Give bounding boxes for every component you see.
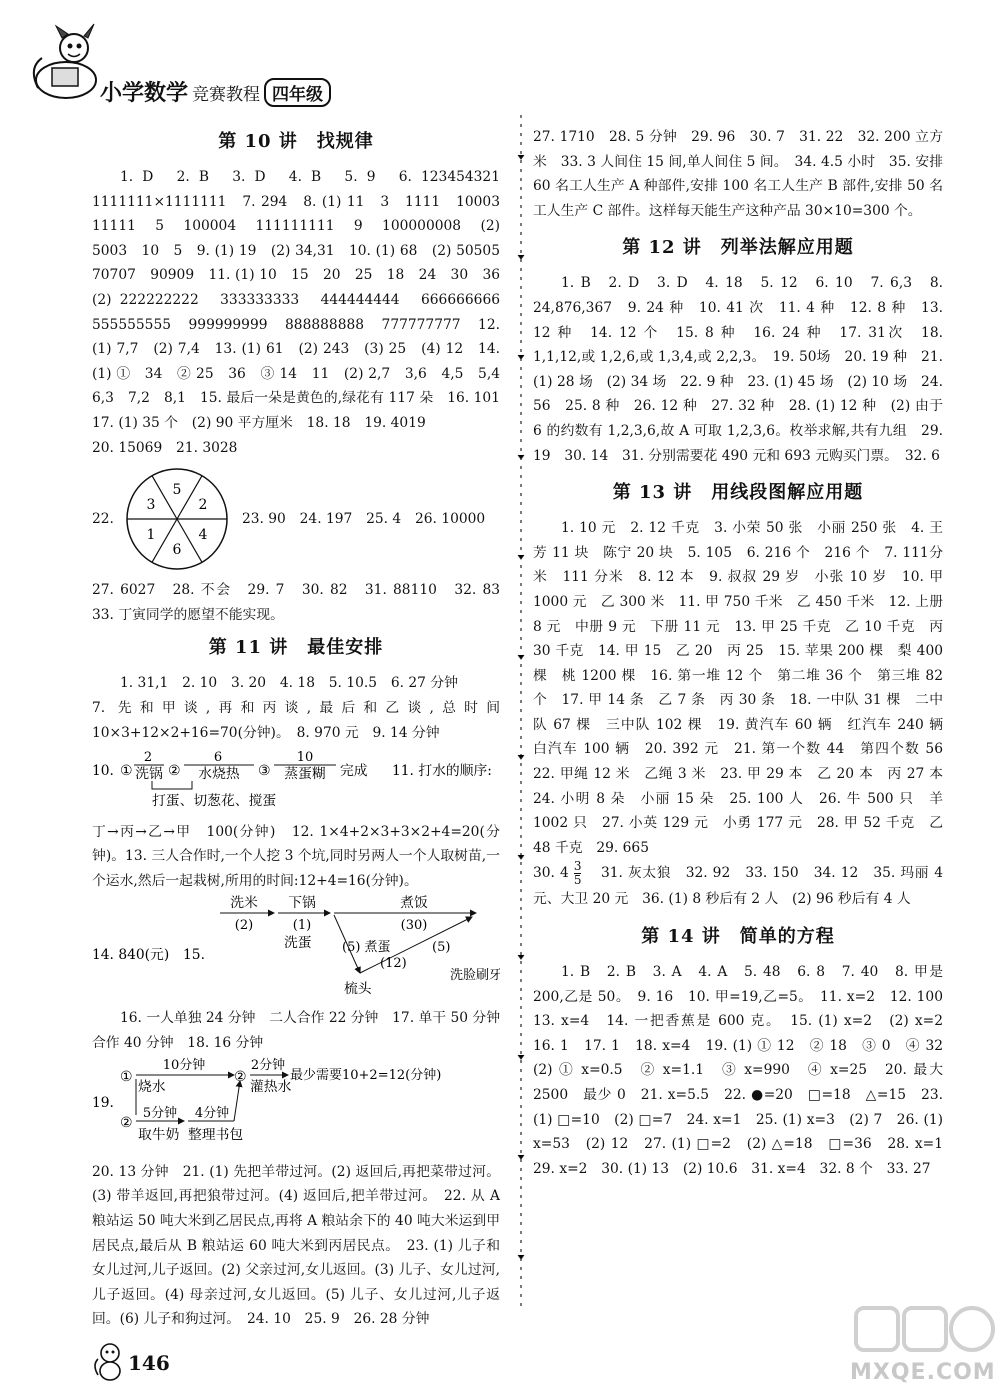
q10-task-1: 洗锅 [135, 766, 163, 783]
watermark-url: MXQE.COM [850, 1360, 996, 1385]
q22-label: 22. [92, 510, 114, 527]
q15-wash-egg: 洗蛋 [284, 935, 312, 952]
page-number: 146 [128, 1351, 170, 1375]
q30-prefix: 30. 4 [533, 865, 569, 882]
q19-pack-bag: 整理书包 [188, 1127, 244, 1144]
q19-label: 19. [92, 1095, 114, 1112]
q15-wash-face-time: (5) [432, 940, 451, 956]
section-10-answers-3: 27. 6027 28. 不会 29. 7 30. 82 31. 88110 32. 83 33. 丁寅同学的愿望不能实现。 [92, 582, 514, 623]
q11-intro: 11. 打水的顺序: [392, 763, 492, 780]
q19-time-bag: 4分钟 [194, 1106, 230, 1122]
q15-comb-hair: 梳头 [344, 981, 372, 998]
wheel-sector-number: 4 [198, 527, 208, 544]
book-header [28, 18, 448, 108]
section-11-answers-3: 丁→丙→乙→甲 100(分钟) 12. 1×4+2×3+3×2+4=20(分钟)。13. 三人合作时,一个人挖 3 个坑,同时另两人一个人取树苗,一个运水,然后一起栽树,所用的时间:12+4=16(分钟)。 [92, 823, 500, 889]
q30-denominator: 5 [573, 873, 582, 888]
section-10-answers: 1. D 2. B 3. D 4. B 5. 9 6. 123454321 1111111×1111111 7. 294 8. (1) 11 3 1111 10003 11111 5 100004 111111111 9 100000008 (2) 5003 10 5 9. (1) 19 (2) 34,31 10. (1) 68 (2) 50505 70707 90909 11. (1) 10 15 20 25 18 24 30 36 (2) 222222222 333333333 444444444 666666666 555555555 999999999 888888888 777777777 12. (1) 7,7 (2) 7,4 13. (1) 61 (2) 243 (3) 25 (4) 12 14. (1) ① 34 ② 25 36 ③ 14 11 (2) 2,7 3,6 4,5 5,4 6,3 7,2 8,1 15. 最后一朵是黄色的,绿花有 117 朵 16. 101 17. (1) 35 个 (2) 90 平方厘米 18. 18 19. 4019 [92, 169, 514, 431]
section-11-answers-5: 20. 13 分钟 21. (1) 先把羊带过河。(2) 返回后,再把菜带过河。(3) 带羊返回,再把狼带过河。(4) 返回后,把羊带过河。 22. 从 A 粮站运 50 吨大米到乙居民点,再将 A 粮站余下的 40 吨大米运到甲居民点,最后从 B 粮站运 60 吨大米到丙居民点。 23. (1) 儿子和女儿过河,儿子返回。(2) 父亲过河,女儿返回。(3) 儿子、女儿过河,儿子返回。(4) 母亲过河,女儿返回。(5) 儿子、女儿过河,儿子返回。(6) 儿子和狗过河。 24. 10 25. 9 26. 28 分钟 [92, 1163, 500, 1328]
q10-step-1: ① [120, 763, 133, 780]
q10-step-3: ③ [258, 763, 271, 780]
column-divider [516, 115, 526, 1310]
q19-boil-water: 烧水 [138, 1079, 166, 1096]
right-column [533, 125, 957, 1181]
q19-time-milk: 5分钟 [142, 1106, 178, 1122]
section-10-answers-2: 20. 15069 21. 3028 [92, 439, 238, 456]
section-11-answers-4: 16. 一人单独 24 分钟 二人合作 22 分钟 17. 单干 50 分钟 合作 40 分钟 18. 16 分钟 [92, 1010, 514, 1051]
wheel-sector-number: 5 [172, 482, 182, 499]
q15-wash-rice: 洗米 [230, 895, 258, 912]
section-11-title: 第 11 讲 最佳安排 [208, 637, 384, 659]
q30-rest: 31. 灰太狼 32. 92 33. 150 34. 12 35. 玛丽 4 元、大卫 20 元 36. (1) 8 秒后有 2 人 (2) 96 秒后有 4 人 [533, 865, 944, 908]
q22-rest: 23. 90 24. 197 25. 4 26. 10000 [241, 510, 486, 527]
mascot-logo-icon [28, 18, 108, 108]
q22-row [92, 464, 500, 574]
q15-wash-rice-time: (2) [234, 918, 254, 934]
q14-15-label: 14. 840(元) 15. [92, 947, 205, 964]
q30-numerator: 3 [573, 859, 582, 874]
q10-time-2: 6 [213, 750, 223, 766]
q30-fraction [574, 860, 582, 887]
q19-flow-diagram [92, 1055, 500, 1151]
section-11-answers-2: 7. 先和甲谈,再和丙谈,最后和乙谈,总时间 10×3+12×2+16=70(分钟)。 8. 970 元 9. 14 分钟 [92, 699, 500, 741]
q10-subtask: 打蛋、切葱花、搅蛋 [152, 793, 277, 810]
q10-flow-diagram [92, 745, 500, 811]
section-11-answers-cont: 27. 1710 28. 5 分钟 29. 96 30. 7 31. 22 32. 200 立方米 33. 3 人间住 15 间,单人间住 5 间。 34. 4.5 小时 35. 安排 60 名工人生产 A 种部件,安排 100 名工人生产 B 部件,安排 50 名工人生产 C 部件。这样每天能生产这种产品 30×10=300 个。 [533, 129, 943, 219]
q15-comb-time: (12) [380, 956, 407, 972]
section-13-answers-2 [533, 860, 943, 912]
q19-time-boil: 10分钟 [162, 1058, 206, 1074]
q19-get-milk: 取牛奶 [138, 1127, 180, 1144]
section-13-answers: 1. 10 元 2. 12 千克 3. 小荣 50 张 小丽 250 张 4. 王芳 11 块 陈宁 20 块 5. 105 6. 216 个 216 个 7. 111分米 111 分米 8. 12 本 9. 叔叔 29 岁 小张 10 岁 10. 甲 1000 元 乙 300 米 11. 甲 750 千米 乙 450 千米 12. 上册 8 元 中册 9 元 下册 11 元 13. 甲 25 千克 乙 10 千克 丙 30 千克 14. 甲 15 乙 20 丙 25 15. 苹果 200 棵 梨 400 棵 桃 1200 棵 16. 第一堆 12 个 第二堆 36 个 第三堆 82 个 17. 甲 14 条 乙 7 条 丙 30 条 18. 一中队 31 棵 二中队 67 棵 三中队 102 棵 19. 黄汽车 60 辆 红汽车 240 辆 白汽车 100 辆 20. 392 元 21. 第一个数 44 第四个数 56 22. 甲绳 12 米 乙绳 3 米 23. 甲 29 本 乙 20 本 丙 27 本 24. 小明 8 朵 小丽 15 朵 25. 100 人 26. 牛 500 只 羊 1002 只 27. 小英 129 元 小勇 177 元 28. 甲 52 千克 乙 48 千克 29. 665 [533, 520, 957, 856]
brand-main: 小学数学 [100, 81, 189, 106]
q10-time-3: 10 [296, 750, 314, 766]
q19-time-fill: 2分钟 [250, 1058, 286, 1074]
brand-grade: 四年级 [264, 78, 331, 107]
wheel-sector-number: 1 [146, 527, 156, 544]
q19-fill-thermos: 灌热水 [250, 1079, 292, 1096]
page-footer [92, 1337, 212, 1387]
book-brand [100, 76, 331, 107]
q15-cook-rice-time: (30) [400, 918, 428, 934]
q19-result: 最少需要10+2=12(分钟) [290, 1068, 442, 1084]
wheel-sector-number: 2 [198, 497, 208, 514]
q15-put-in-pot: 下锅 [288, 895, 316, 912]
q10-time-1: 2 [143, 750, 153, 766]
watermark-logo-icon [850, 1300, 1000, 1360]
wheel-sector-number: 3 [146, 497, 156, 514]
q10-task-2: 水烧热 [198, 766, 240, 783]
section-13-title: 第 13 讲 用线段图解应用题 [612, 482, 864, 504]
q10-done: 完成 [340, 763, 368, 780]
q19-path-2: ② [120, 1115, 133, 1132]
left-column [92, 125, 514, 1332]
q15-put-in-pot-time: (1) [292, 918, 312, 934]
q15-flow-diagram [92, 893, 500, 997]
brand-sub: 竞赛教程 [192, 85, 261, 105]
watermark [850, 1300, 1000, 1392]
q19-path-1: ① [120, 1069, 133, 1086]
section-11-answers-1: 1. 31,1 2. 10 3. 20 4. 18 5. 10.5 6. 27 分钟 [120, 675, 458, 692]
mascot-small-icon [92, 1339, 126, 1383]
section-14-title: 第 14 讲 简单的方程 [641, 926, 835, 948]
q15-boil-egg: (5) 煮蛋 [342, 940, 391, 956]
q22-wheel-diagram [122, 464, 232, 574]
q10-label: 10. [92, 763, 114, 780]
q19-node-2: ② [234, 1069, 247, 1086]
wheel-sector-number: 6 [172, 542, 182, 559]
section-14-answers: 1. B 2. B 3. A 4. A 5. 48 6. 8 7. 40 8. 甲是 200,乙是 50。 9. 16 10. 甲=19,乙=5。 11. x=2 12. 100 13. x=4 14. 一把香蕉是 600 克。 15. (1) x=2 (2) x=2 16. 1 17. 1 18. x=4 19. (1) ① 12 ② 18 ③ 0 ④ 32 (2) ① x=0.5 ② x=1.1 ③ x=990 ④ x=25 20. 最大 2500 最少 0 21. x=5.5 22. ●=20 □=18 △=15 23. (1) □=10 (2) □=7 24. x=1 25. (1) x=3 (2) 7 26. (1) x=53 (2) 12 27. (1) □=2 (2) △=18 □=36 28. x=1 29. x=2 30. (1) 13 (2) 10.6 31. x=4 32. 8 个 33. 27 [533, 964, 957, 1177]
q10-task-3: 蒸蛋糊 [284, 766, 326, 783]
q10-step-2: ② [168, 763, 181, 780]
section-12-answers: 1. B 2. D 3. D 4. 18 5. 12 6. 10 7. 6,3 8. 24,876,367 9. 24 种 10. 41 次 11. 4 种 12. 8 种 13. 12 种 14. 12 个 15. 8 种 16. 24 种 17. 31次 18. 1,1,12,或 1,2,6,或 1,3,4,或 2,2,3。 19. 50场 20. 19 种 21. (1) 28 场 (2) 34 场 22. 9 种 23. (1) 45 场 (2) 10 场 24. 56 25. 8 种 26. 12 种 27. 32 种 28. (1) 12 种 (2) 由于 6 的约数有 1,2,3,6,故 A 可取 1,2,3,6。枚举求解,共有九组 29. 19 30. 14 31. 分别需要花 490 元和 693 元购买门票。 32. 6 [533, 275, 943, 464]
section-10-title: 第 10 讲 找规律 [218, 131, 374, 152]
q15-wash-face: 洗脸刷牙 [450, 968, 500, 984]
q15-cook-rice: 煮饭 [400, 895, 428, 912]
section-12-title: 第 12 讲 列举法解应用题 [622, 237, 854, 259]
